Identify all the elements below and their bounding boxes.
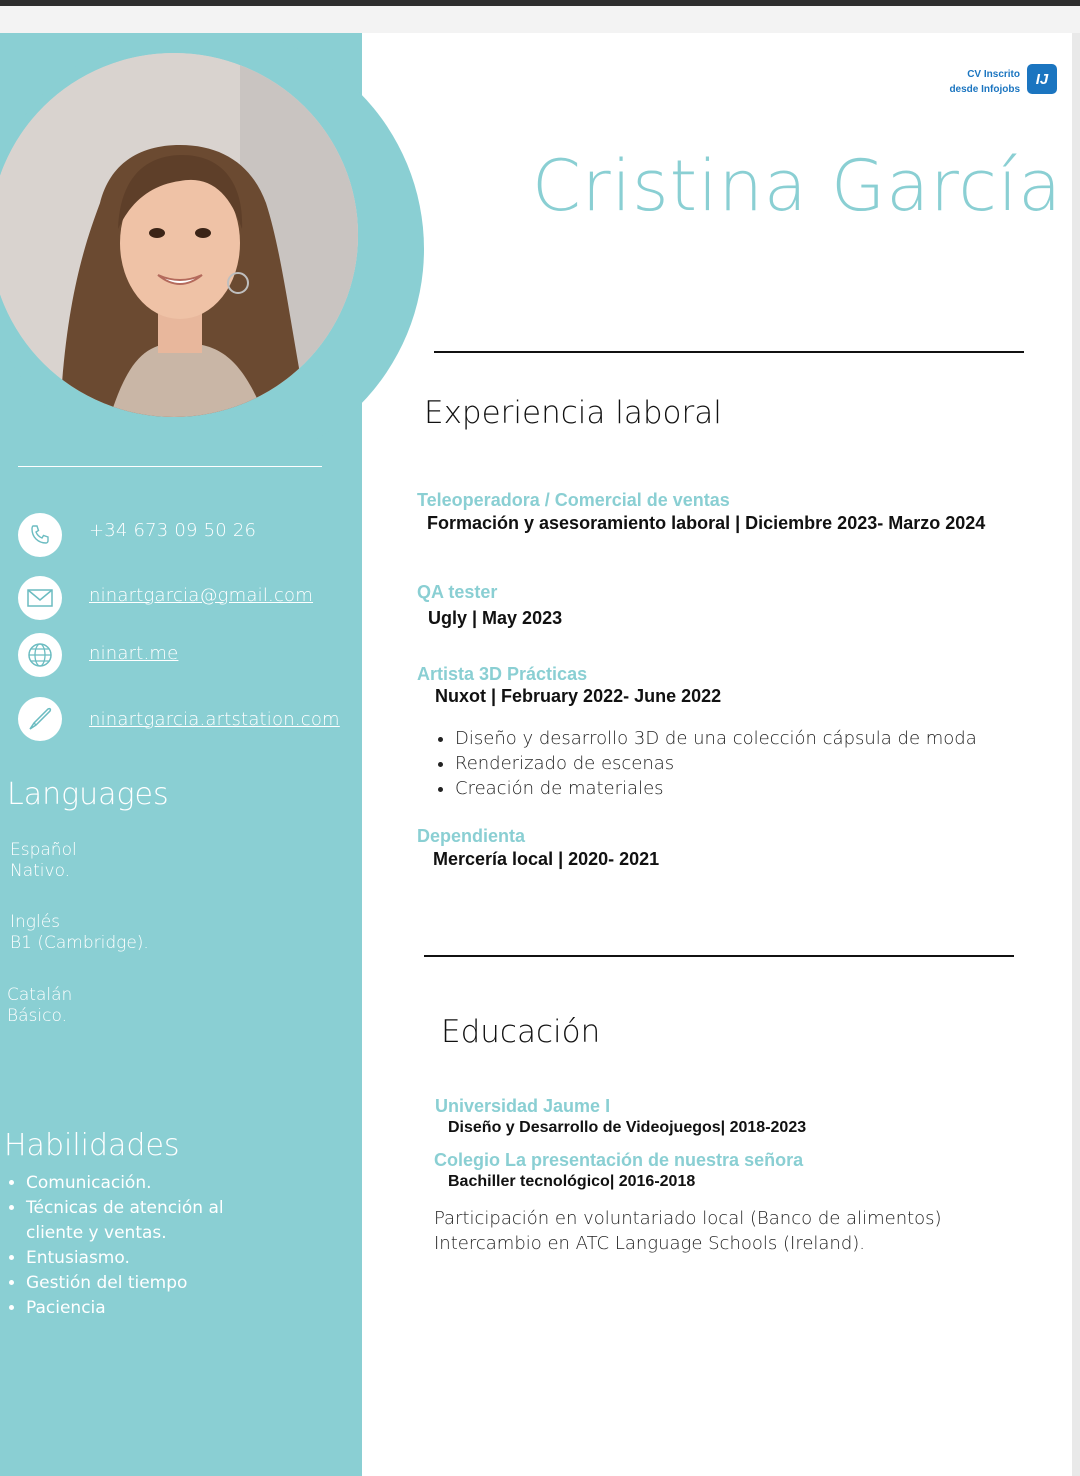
infojobs-logo-icon: IJ (1027, 64, 1057, 94)
experience-heading: Experiencia laboral (424, 395, 722, 431)
job-bullet: • Renderizado de escenas (455, 751, 977, 776)
job-title: Teleoperadora / Comercial de ventas (417, 490, 730, 510)
page-edge (1072, 33, 1080, 1476)
language-name: Catalán (7, 985, 73, 1005)
job-detail: Mercería local | 2020- 2021 (433, 849, 660, 869)
globe-icon (18, 633, 62, 677)
language-item (7, 985, 72, 1027)
mail-icon (18, 576, 62, 620)
job-title: QA tester (417, 582, 498, 602)
job-detail: Ugly | May 2023 (428, 608, 563, 628)
brush-icon (18, 697, 62, 741)
languages-heading: Languages (7, 777, 169, 812)
job-detail: Nuxot | February 2022- June 2022 (435, 686, 722, 706)
phone-icon (18, 513, 62, 557)
skill-item: • Gestión del tiempo (26, 1271, 356, 1296)
skill-item: • Paciencia (26, 1296, 356, 1321)
email-link[interactable]: ninartgarcia@gmail.com (89, 585, 314, 606)
extra-item: Intercambio en ATC Language Schools (Ireland). (434, 1233, 866, 1254)
top-bar (0, 0, 1080, 6)
profile-photo (0, 53, 358, 417)
extra-activities (434, 1206, 942, 1256)
job-bullet: • Creación de materiales (455, 776, 977, 801)
job-bullet: • Diseño y desarrollo 3D de una colección cápsula de moda (455, 726, 977, 751)
degree-detail: Bachiller tecnológico| 2016-2018 (448, 1173, 696, 1190)
badge-line-1: CV Inscrito (967, 69, 1020, 80)
skills-list (4, 1171, 356, 1321)
skill-item: • Técnicas de atención al cliente y ventas. (26, 1196, 236, 1246)
job-title: Artista 3D Prácticas (417, 664, 588, 684)
job-detail: Formación y asesoramiento laboral | Diciembre 2023- Marzo 2024 (427, 513, 986, 533)
phone-number: +34 673 09 50 26 (89, 520, 257, 541)
skills-heading: Habilidades (4, 1128, 180, 1163)
school-name: Colegio La presentación de nuestra señora (434, 1150, 804, 1170)
infojobs-badge (949, 67, 1020, 97)
degree-detail: Diseño y Desarrollo de Videojuegos| 2018-2023 (448, 1119, 807, 1136)
cv-page (0, 33, 1072, 1476)
language-item (10, 912, 149, 954)
section-divider (434, 351, 1024, 353)
language-level: Nativo. (10, 861, 71, 881)
section-divider (424, 955, 1014, 957)
website-link[interactable]: ninart.me (89, 643, 179, 664)
job-bullet-list (435, 726, 977, 801)
badge-line-2: desde Infojobs (949, 84, 1020, 95)
sidebar-divider (18, 466, 322, 467)
school-name: Universidad Jaume I (435, 1096, 611, 1116)
portfolio-link[interactable]: ninartgarcia.artstation.com (89, 709, 340, 730)
education-heading: Educación (441, 1014, 601, 1050)
language-level: Básico. (7, 1006, 67, 1026)
language-level: B1 (Cambridge). (10, 933, 149, 953)
candidate-name: Cristina García (532, 145, 1063, 227)
skill-item: • Comunicación. (26, 1171, 356, 1196)
extra-item: Participación en voluntariado local (Banco de alimentos) (434, 1208, 942, 1229)
language-name: Inglés (10, 912, 61, 932)
language-item (10, 840, 77, 882)
language-name: Español (10, 840, 77, 860)
skill-item: • Entusiasmo. (26, 1246, 356, 1271)
portrait-illustration (0, 53, 358, 417)
job-title: Dependienta (417, 826, 526, 846)
